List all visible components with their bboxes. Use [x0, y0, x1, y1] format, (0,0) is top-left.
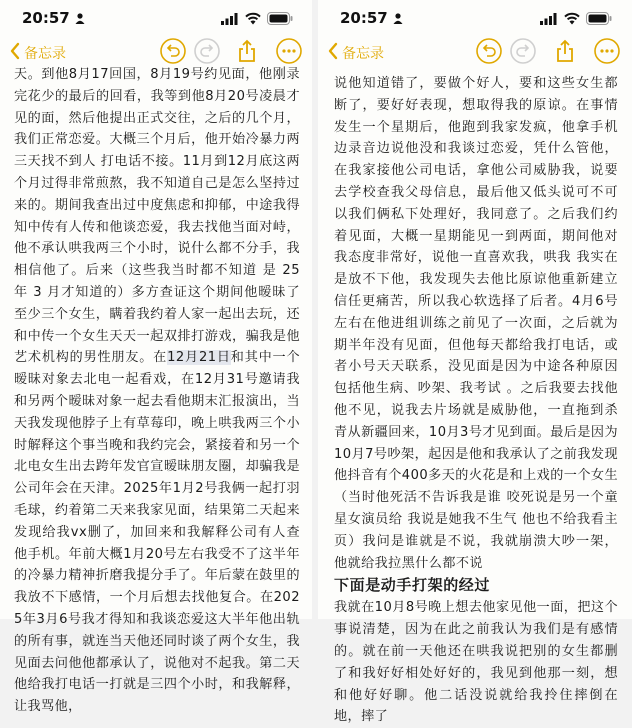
- status-bar: [318, 8, 632, 30]
- note-body[interactable]: [14, 64, 300, 718]
- status-time: 20:57: [340, 9, 388, 27]
- note-text: 天。到他8月17回国，8月19号约见面，他刚录完花少的最后的回看，我等到他8月20号凌晨才见的面，然后他提出正式交往，之后的几个月，我们正常恋爱。大概三个月后，他开始冷暴力两三天找不到人 打电话不接。11月到12月底这两个月过得非常煎熬，我不知道自己是怎么坚持过来的。期间我查出过中度焦虑和抑郁，中途我得知中传有人传和他谈恋爱，我去找他当面对峙，他不承认哄我两三个小时，说什么都不分手，我相信他了。后来（这些我当时都不知道 是 25 年 3 月才知道的）多方查证这个期间他暧昧了至少三个女生，瞒着我约着人家一起出去玩，还和中传一个女生天天一起双排打游戏，骗我是他艺术机构的男性朋友。在: [14, 67, 300, 366]
- note-paragraph: [334, 73, 618, 574]
- navigation-bar: [0, 38, 312, 66]
- back-button[interactable]: 备忘录: [342, 46, 384, 62]
- note-text: 我就在10月8号晚上想去他家见他一面，把这个事说清楚，因为在此之前我认为我们是有感情的。就在前一天他还在哄我说把别的女生都删了和我好好相处好好的，我见到他那一刻，想和他好好聊。他二话没说就给我拎住摔倒在地，摔了: [334, 600, 618, 725]
- status-time: 20:57: [22, 9, 70, 27]
- share-icon[interactable]: [552, 38, 578, 64]
- person-icon: [75, 13, 85, 24]
- back-chevron-icon[interactable]: [10, 42, 20, 60]
- wifi-icon: [245, 12, 261, 25]
- note-body[interactable]: [334, 73, 618, 728]
- share-icon[interactable]: [234, 38, 260, 64]
- note-text: 和其中一个暧昧对象去北电一起看戏，在12月31号邀请我和另两个暧昧对象一起去看他期末汇报演出，当天我发现他脖子上有草莓印，晚上哄我两三个小时解释这个事: [14, 350, 301, 453]
- more-options-icon[interactable]: [276, 38, 302, 64]
- right-screenshot-panel: [318, 0, 632, 725]
- redo-icon[interactable]: [194, 38, 220, 64]
- note-text: 当晚和我约完会，紧接着和另一个北电女生出去跨年发官宣暧昧朋友圈，却骗我是公司年会在天津。2025年1月2号我俩一起打羽毛球，约着第二天来我家见面，结果第二天起来发现给我vx删了，加回来和我解释公司有人查他手机。年前大概1月20号左右我受不了这半年的冷暴力精神折磨我提分手了。年后蒙在鼓里的我放不下感情，一个月后想去找他复合。在2025年3月6号我才得知和我谈恋爱这大半年他出轨的所有事，就连当天他还同时谈了两个女生，我见面去问他他都承认了，说他对不起我。第二天他给我打电话一打就是三四个小时，和我解释，让我骂他，: [14, 437, 301, 715]
- battery-icon: [586, 12, 612, 25]
- note-text: 说他知道错了，要做个好人，要和这些女生都断了，要好好表现，想取得我的原谅。在事情发生一个星期后，他跑到我家发疯，他拿手机边录音边说他没和我谈过恋爱，凭什么管他，在我家接他公司电话，拿他公司威胁我，说要去学校查我父母信息，最后他又低头说可不可以我们俩私下处理好，我同意了。之后我们约着见面，大概一星期能见一到两面，期间他对我态度非常好，说他一直喜欢我，哄我 我实在是放不下他，我发现失去他比原谅他重新建立信任更痛苦，所以我心软选择了后者。4月6号左右在他进组训练之前见了一次面，之后就为期半年没有见面，但他每天都给我打电话，或者小号天天联系，没见面是因为中途各种原因包括他生病、吵架、我考试 。之后我要去找他他不见，说我去片场就是威胁他，一直拖到杀青从新疆回来，10月3号才见到面。最后是因为10月7号吵架，起因是他和我承认了之前我发现他抖音有个400多天的火花是和上戏的一个女生（当时他死活不告诉我是谁 咬死说是另一个童星女演员给 我说是她我不生气 他也不给我看主页）我问是谁就是不说，我就崩溃大吵一架，他就给我拉黑什么都不说: [334, 76, 618, 571]
- section-heading: 下面是动手打架的经过: [334, 576, 491, 595]
- battery-icon: [267, 12, 293, 25]
- redo-icon[interactable]: [510, 38, 536, 64]
- undo-icon[interactable]: [160, 38, 186, 64]
- person-icon: [393, 13, 403, 24]
- status-bar: [0, 8, 312, 30]
- note-paragraph: [334, 597, 618, 728]
- highlighted-date: 12月21日: [167, 350, 231, 366]
- cellular-signal-icon: [221, 13, 238, 25]
- wifi-icon: [564, 12, 580, 25]
- note-paragraph: [14, 64, 300, 718]
- back-chevron-icon[interactable]: [328, 42, 338, 60]
- left-screenshot-panel: [0, 0, 312, 715]
- navigation-bar: [318, 38, 632, 66]
- undo-icon[interactable]: [476, 38, 502, 64]
- cellular-signal-icon: [540, 13, 557, 25]
- more-options-icon[interactable]: [594, 38, 620, 64]
- back-button[interactable]: 备忘录: [24, 46, 66, 62]
